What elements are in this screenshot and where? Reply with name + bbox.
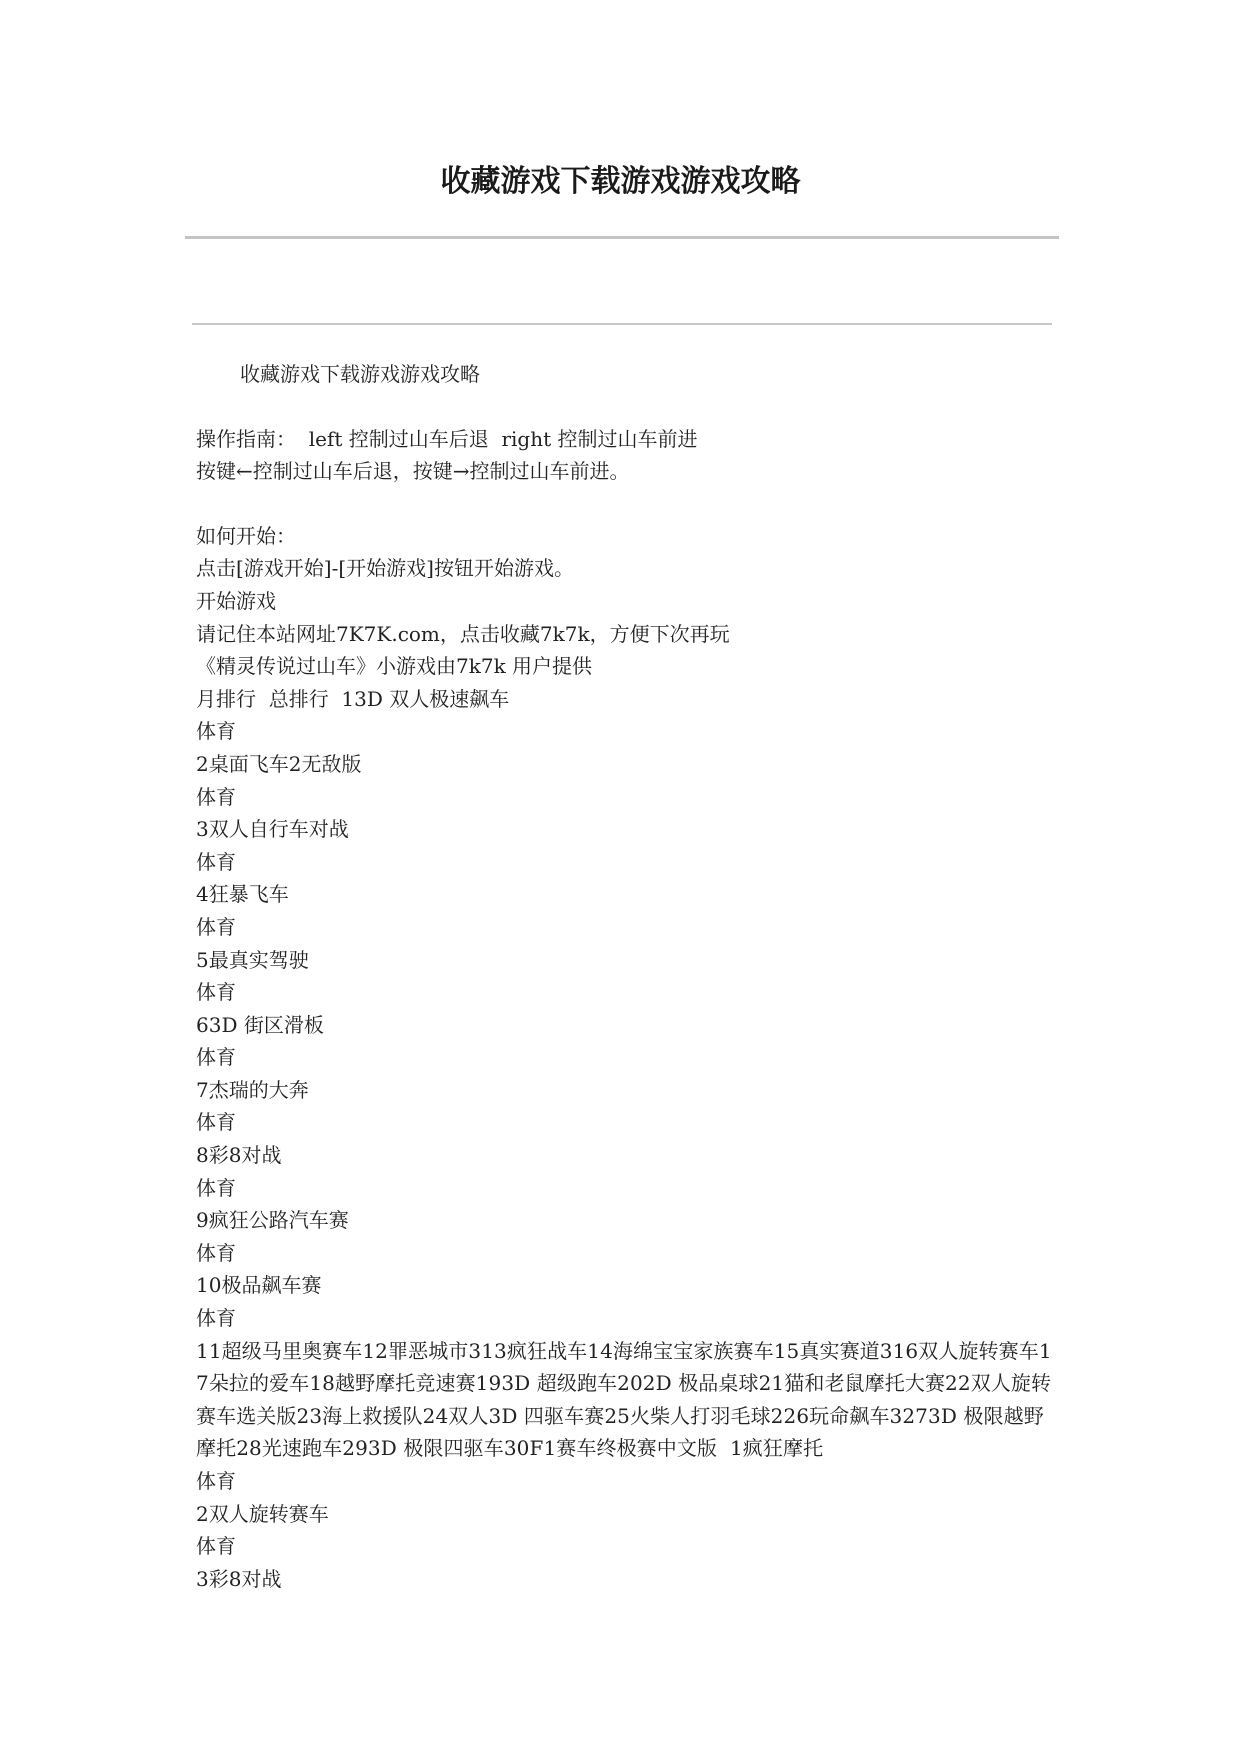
list-item: 体育 — [196, 980, 236, 1005]
game-list-paragraph: 11超级马里奥赛车12罪恶城市313疯狂战车14海绵宝宝家族赛车15真实赛道316双人旋转赛车17朵拉的爱车18越野摩托竞速赛193D 超级跑车202D 极品桌球21猫和老鼠摩托大赛22双人旋转赛车选关版23海上救援队24双人3D 四驱车赛25火柴人打羽毛球226玩命飙车3273D 极限越野摩托28光速跑车293D 极限四驱车30F1赛车终极赛中文版 1疯狂摩托 — [196, 1338, 1052, 1461]
list-item[interactable]: 2双人旋转赛车 — [196, 1501, 329, 1526]
list-item: 体育 — [196, 1110, 236, 1135]
title-divider — [185, 236, 1059, 239]
list-item[interactable]: 9疯狂公路汽车赛 — [196, 1208, 349, 1233]
spacer — [196, 391, 1056, 423]
list-item[interactable]: 7杰瑞的大奔 — [196, 1077, 309, 1102]
list-item[interactable]: 4狂暴飞车 — [196, 882, 289, 907]
provided-by-line: 《精灵传说过山车》小游戏由7k7k 用户提供 — [196, 654, 593, 679]
list-item: 体育 — [196, 1240, 236, 1265]
list-item: 体育 — [196, 1175, 236, 1200]
list-item[interactable]: 3彩8对战 — [196, 1566, 282, 1591]
list-item[interactable]: 10极品飙车赛 — [196, 1273, 322, 1298]
page-title: 收藏游戏下载游戏游戏攻略 — [440, 164, 801, 199]
list-item: 体育 — [196, 914, 236, 939]
start-instruction: 点击[游戏开始]-[开始游戏]按钮开始游戏。 — [196, 556, 574, 581]
list-item[interactable]: 5最真实驾驶 — [196, 947, 309, 972]
list-item: 体育 — [196, 784, 236, 809]
intro-line: 收藏游戏下载游戏游戏攻略 — [240, 362, 480, 386]
start-game-link[interactable]: 开始游戏 — [196, 588, 276, 613]
list-item[interactable]: 2桌面飞车2无敌版 — [196, 751, 362, 776]
section-divider — [192, 323, 1052, 325]
article-body — [196, 358, 1056, 1595]
list-item: 体育 — [196, 1469, 236, 1493]
guide-line-1: 操作指南： left 控制过山车后退 right 控制过山车前进 — [196, 426, 698, 451]
list-item[interactable]: 63D 街区滑板 — [196, 1012, 324, 1037]
list-item: 体育 — [196, 849, 236, 874]
list-item: 体育 — [196, 1534, 236, 1559]
start-heading: 如何开始： — [196, 523, 296, 548]
guide-line-2: 按键←控制过山车后退，按键→控制过山车前进。 — [196, 459, 630, 484]
remember-site-line: 请记住本站网址7K7K.com，点击收藏7k7k，方便下次再玩 — [196, 621, 730, 646]
spacer — [196, 488, 1056, 520]
ranking-line: 月排行 总排行 13D 双人极速飙车 — [196, 686, 510, 711]
list-item: 体育 — [196, 719, 236, 744]
list-item[interactable]: 3双人自行车对战 — [196, 817, 349, 842]
list-item: 体育 — [196, 1045, 236, 1070]
list-item: 体育 — [196, 1306, 236, 1331]
list-item[interactable]: 8彩8对战 — [196, 1143, 282, 1168]
